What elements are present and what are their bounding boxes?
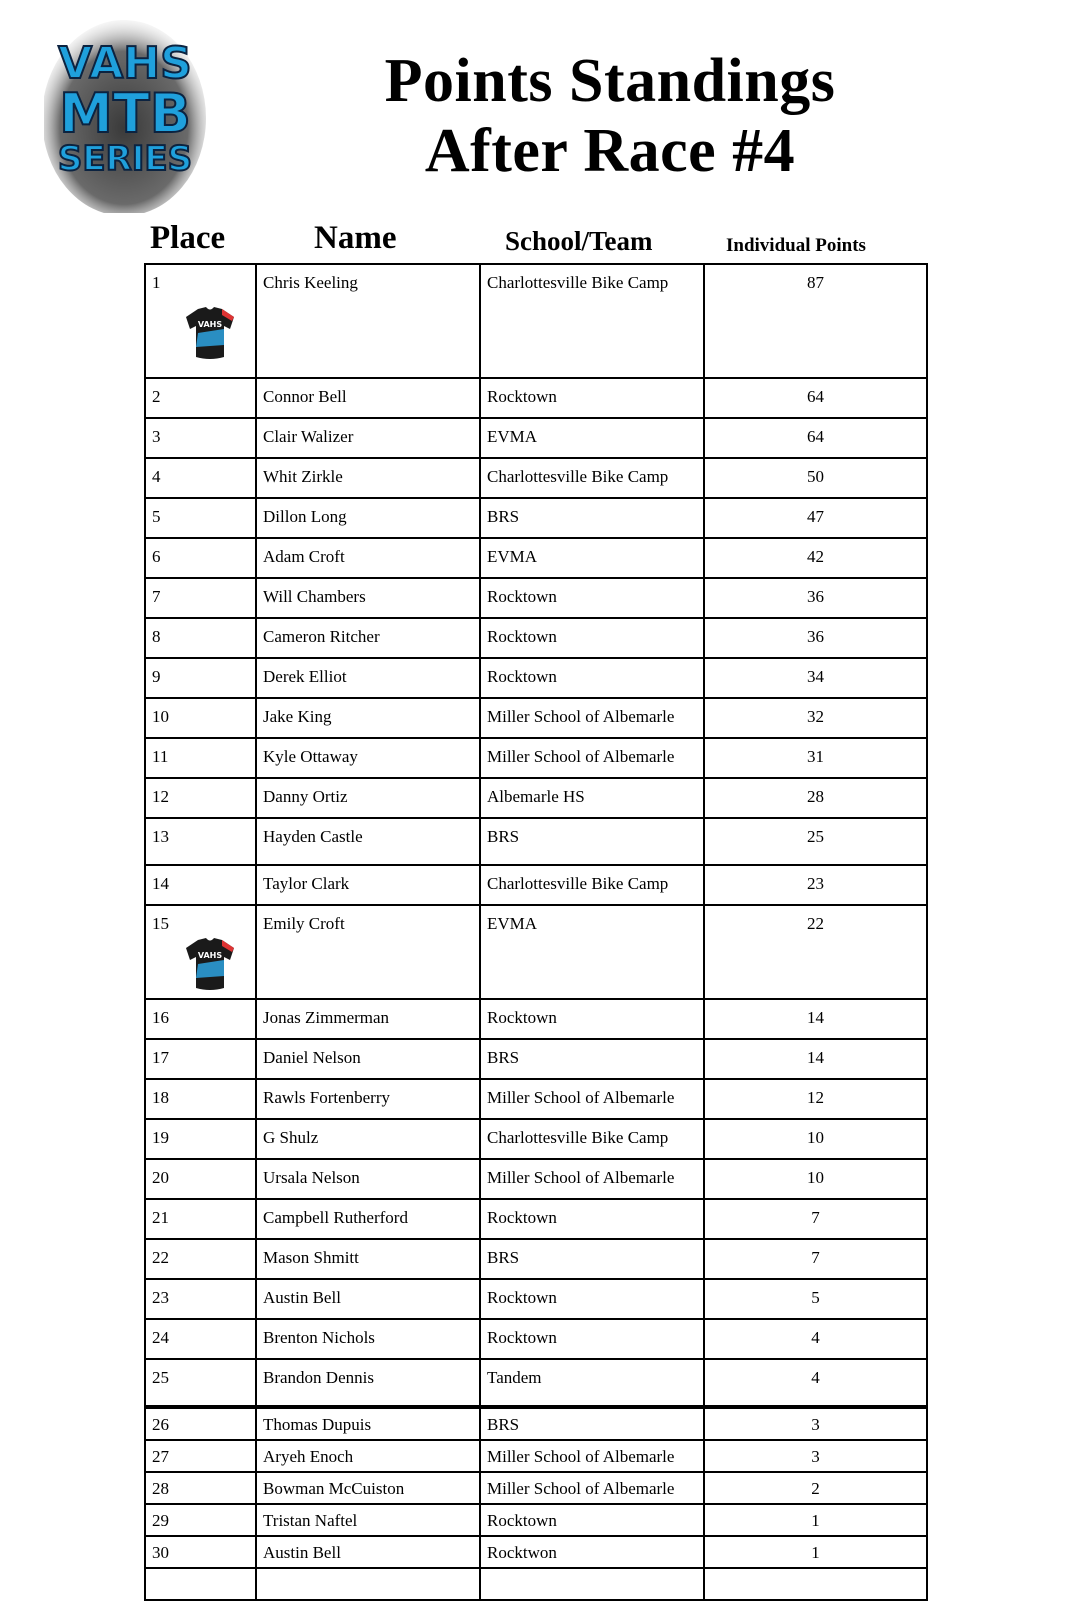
table-row	[145, 778, 927, 818]
points-value: 42	[807, 547, 824, 566]
team-value: Miller School of Albemarle	[487, 1088, 675, 1107]
logo-text-mtb: MTB	[59, 82, 191, 145]
team-value: BRS	[487, 1248, 520, 1267]
place-value: 11	[152, 747, 169, 766]
name-value: Cameron Ritcher	[263, 627, 380, 646]
title-line-2: After Race #4	[424, 117, 796, 185]
points-value: 2	[811, 1479, 820, 1498]
team-value: Miller School of Albemarle	[487, 1168, 675, 1187]
header-team: School/Team	[505, 226, 653, 256]
team-value: Miller School of Albemarle	[487, 747, 675, 766]
points-value: 1	[811, 1543, 820, 1562]
name-value: Will Chambers	[263, 587, 366, 606]
team-value: EVMA	[487, 427, 538, 446]
logo-text-series: SERIES	[57, 139, 193, 179]
table-row	[145, 1319, 927, 1359]
place-value: 5	[152, 507, 161, 526]
name-value: Austin Bell	[263, 1288, 341, 1307]
points-value: 32	[807, 707, 824, 726]
place-value: 25	[152, 1368, 169, 1387]
name-value: Danny Ortiz	[263, 787, 348, 806]
table-row	[145, 905, 927, 999]
page-title	[330, 46, 890, 186]
team-value: Rocktown	[487, 627, 557, 646]
points-value: 36	[807, 627, 824, 646]
place-cell	[145, 905, 256, 999]
table-row	[145, 1039, 927, 1079]
table-row	[145, 865, 927, 905]
place-value: 26	[152, 1415, 169, 1434]
team-value: Miller School of Albemarle	[487, 1479, 675, 1498]
logo-text-vahs: VAHS	[58, 38, 192, 89]
team-value: Miller School of Albemarle	[487, 1447, 675, 1466]
points-value: 10	[807, 1168, 824, 1187]
name-value: Campbell Rutherford	[263, 1208, 408, 1227]
place-value: 8	[152, 627, 161, 646]
points-cell: 22	[704, 905, 927, 999]
team-cell: Charlottesville Bike Camp	[480, 264, 704, 378]
table-row	[145, 1279, 927, 1319]
team-value: Miller School of Albemarle	[487, 707, 675, 726]
table-row	[145, 498, 927, 538]
header-points: Individual Points	[726, 235, 866, 256]
name-value: Derek Elliot	[263, 667, 347, 686]
team-value: Rocktown	[487, 1288, 557, 1307]
place-value: 18	[152, 1088, 169, 1107]
points-value: 10	[807, 1128, 824, 1147]
place-value: 14	[152, 874, 169, 893]
name-value: Dillon Long	[263, 507, 347, 526]
team-value: Charlottesville Bike Camp	[487, 1128, 669, 1147]
team-value: Rocktown	[487, 1208, 557, 1227]
table-row	[145, 1440, 927, 1472]
place-value: 22	[152, 1248, 169, 1267]
place-value: 23	[152, 1288, 169, 1307]
place-value: 12	[152, 787, 169, 806]
place-value: 27	[152, 1447, 169, 1466]
points-value: 3	[811, 1415, 820, 1434]
jersey-icon	[180, 303, 240, 363]
table-row	[145, 538, 927, 578]
points-value: 31	[807, 747, 824, 766]
header-place: Place	[150, 220, 226, 256]
place-value: 29	[152, 1511, 169, 1530]
table-row	[145, 1119, 927, 1159]
points-value: 36	[807, 587, 824, 606]
place-value: 4	[152, 467, 161, 486]
place-value: 19	[152, 1128, 169, 1147]
header-name: Name	[314, 220, 397, 256]
points-value: 5	[811, 1288, 820, 1307]
table-row	[145, 1504, 927, 1536]
points-value: 28	[807, 787, 824, 806]
place-value: 9	[152, 667, 161, 686]
points-value: 7	[811, 1208, 820, 1227]
points-value: 14	[807, 1008, 824, 1027]
place-value: 10	[152, 707, 169, 726]
place-value: 24	[152, 1328, 169, 1347]
table-row	[145, 378, 927, 418]
place-cell	[145, 264, 256, 378]
place-value: 28	[152, 1479, 169, 1498]
place-value: 3	[152, 427, 161, 446]
points-value: 4	[811, 1368, 820, 1387]
points-value: 50	[807, 467, 824, 486]
title-line-1: Points Standings	[384, 47, 836, 115]
table-row	[145, 698, 927, 738]
table-row	[145, 578, 927, 618]
name-value: Taylor Clark	[263, 874, 350, 893]
name-cell: Chris Keeling	[256, 264, 480, 378]
team-value: Rocktown	[487, 387, 557, 406]
place-value: 1	[152, 273, 161, 292]
points-cell: 87	[704, 264, 927, 378]
empty-table-row	[145, 1568, 927, 1600]
table-row	[145, 1359, 927, 1407]
points-value: 1	[811, 1511, 820, 1530]
name-value: Tristan Naftel	[263, 1511, 358, 1530]
place-value: 7	[152, 587, 161, 606]
points-value: 14	[807, 1048, 824, 1067]
table-row	[145, 738, 927, 778]
table-row	[145, 1239, 927, 1279]
team-value: Rocktown	[487, 587, 557, 606]
name-value: G Shulz	[263, 1128, 319, 1147]
table-row	[145, 1159, 927, 1199]
place-value: 17	[152, 1048, 169, 1067]
place-value: 21	[152, 1208, 169, 1227]
standings-table	[144, 263, 928, 1601]
place-value: 20	[152, 1168, 169, 1187]
team-value: Tandem	[487, 1368, 542, 1387]
name-value: Brandon Dennis	[263, 1368, 374, 1387]
points-value: 64	[807, 387, 824, 406]
name-value: Thomas Dupuis	[263, 1415, 372, 1434]
vahs-mtb-series-logo	[44, 8, 206, 213]
team-value: Rocktown	[487, 1328, 557, 1347]
place-value: 16	[152, 1008, 169, 1027]
name-value: Daniel Nelson	[263, 1048, 361, 1067]
place-value: 30	[152, 1543, 169, 1562]
name-value: Ursala Nelson	[263, 1168, 360, 1187]
svg-text:VAHS: VAHS	[197, 320, 223, 329]
team-value: Albemarle HS	[487, 787, 585, 806]
table-row	[145, 818, 927, 865]
team-cell: EVMA	[480, 905, 704, 999]
name-value: Aryeh Enoch	[263, 1447, 354, 1466]
points-value: 4	[811, 1328, 820, 1347]
svg-text:VAHS: VAHS	[197, 951, 223, 960]
name-value: Adam Croft	[263, 547, 345, 566]
table-row	[145, 1199, 927, 1239]
name-value: Kyle Ottaway	[263, 747, 358, 766]
table-row	[145, 264, 927, 378]
team-value: EVMA	[487, 547, 538, 566]
team-value: Rocktown	[487, 1008, 557, 1027]
place-value: 2	[152, 387, 161, 406]
team-value: BRS	[487, 1415, 520, 1434]
table-row	[145, 1472, 927, 1504]
team-value: Rocktown	[487, 667, 557, 686]
table-row	[145, 1079, 927, 1119]
points-value: 23	[807, 874, 824, 893]
name-value: Jonas Zimmerman	[263, 1008, 390, 1027]
name-value: Hayden Castle	[263, 827, 363, 846]
name-value: Jake King	[263, 707, 332, 726]
team-value: BRS	[487, 827, 520, 846]
name-value: Rawls Fortenberry	[263, 1088, 391, 1107]
name-value: Austin Bell	[263, 1543, 341, 1562]
name-value: Bowman McCuiston	[263, 1479, 405, 1498]
name-value: Brenton Nichols	[263, 1328, 375, 1347]
points-value: 47	[807, 507, 824, 526]
place-value: 6	[152, 547, 161, 566]
name-value: Clair Walizer	[263, 427, 354, 446]
name-value: Whit Zirkle	[263, 467, 343, 486]
team-value: Rocktwon	[487, 1543, 557, 1562]
table-row	[145, 1536, 927, 1568]
name-value: Connor Bell	[263, 387, 347, 406]
name-cell: Emily Croft	[256, 905, 480, 999]
table-row	[145, 418, 927, 458]
points-value: 12	[807, 1088, 824, 1107]
place-value: 13	[152, 827, 169, 846]
team-value: Charlottesville Bike Camp	[487, 874, 669, 893]
table-row	[145, 618, 927, 658]
table-row	[145, 658, 927, 698]
table-row	[145, 458, 927, 498]
points-value: 7	[811, 1248, 820, 1267]
points-value: 64	[807, 427, 824, 446]
table-row	[145, 999, 927, 1039]
team-value: BRS	[487, 507, 520, 526]
table-row	[145, 1407, 927, 1440]
name-value: Mason Shmitt	[263, 1248, 359, 1267]
jersey-icon	[180, 934, 240, 994]
team-value: Charlottesville Bike Camp	[487, 467, 669, 486]
team-value: Rocktown	[487, 1511, 557, 1530]
points-value: 25	[807, 827, 824, 846]
points-value: 3	[811, 1447, 820, 1466]
team-value: BRS	[487, 1048, 520, 1067]
points-value: 34	[807, 667, 824, 686]
place-value: 15	[152, 914, 169, 933]
